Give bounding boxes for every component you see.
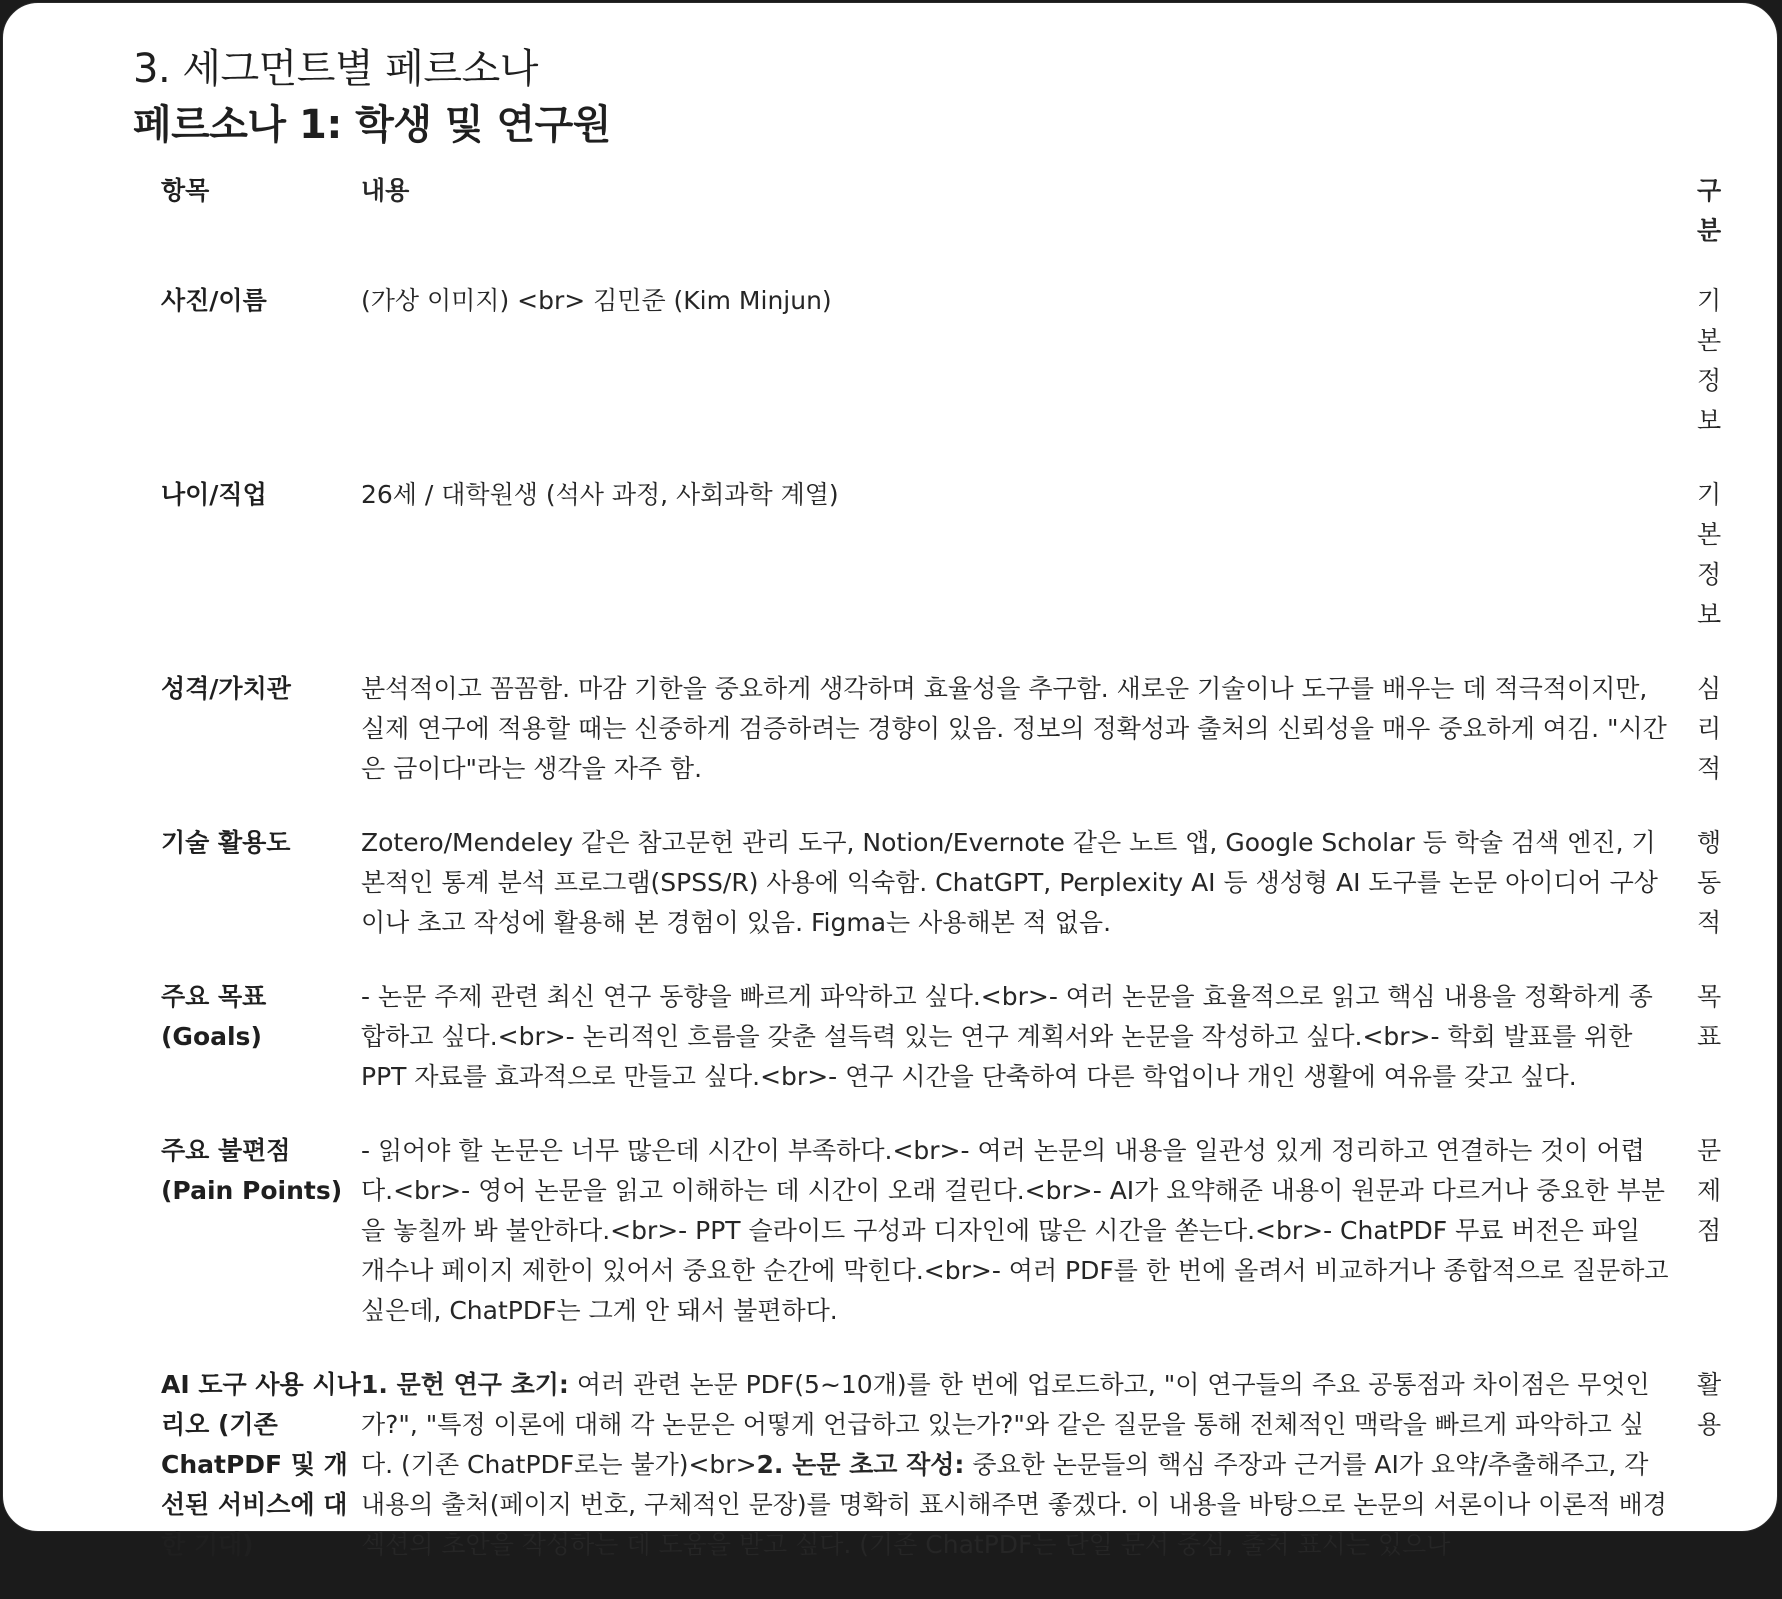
header-content: 내용: [361, 176, 410, 205]
row-item: AI 도구 사용 시나리오 (기존 ChatPDF 및 개선된 서비스에 대한 기대): [161, 1370, 361, 1559]
document-body: [133, 41, 1723, 1599]
row-category: [1697, 977, 1737, 1131]
scenario-step-1-text: 여러 관련 논문 PDF(5~10개)를 한 번에 업로드하고, "이 연구들의 주요 공통점과 차이점은 무엇인가?", "특정 이론에 대해 각 논문은 어떻게 언급하고 있는가?"와 같은 질문을 통해 전체적인 맥락을 빠르게 파악하고 싶다. (기존 ChatPDF로는 불가)<br>: [361, 1370, 1650, 1479]
row-content: 분석적이고 꼼꼼함. 마감 기한을 중요하게 생각하며 효율성을 추구함. 새로운 기술이나 도구를 배우는 데 적극적이지만, 실제 연구에 적용할 때는 신중하게 검증하려는 경향이 있음. 정보의 정확성과 출처의 신뢰성을 매우 중요하게 여김. "시간은 금이다"라는 생각을 자주 함.: [361, 674, 1667, 783]
row-category-text: 목표: [1697, 982, 1722, 1051]
row-content: Zotero/Mendeley 같은 참고문헌 관리 도구, Notion/Evernote 같은 노트 앱, Google Scholar 등 학술 검색 엔진, 기본적인 통계 분석 프로그램(SPSS/R) 사용에 익숙함. ChatGPT, Perplexity AI 등 생성형 AI 도구를 논문 아이디어 구상이나 초고 작성에 활용해 본 경험이 있음. Figma는 사용해본 적 없음.: [361, 828, 1658, 937]
table-header-row: [133, 171, 1737, 281]
table-row: [133, 1131, 1737, 1365]
row-category: [1697, 1365, 1737, 1599]
header-category: [1697, 171, 1737, 281]
row-category-text: 기본정보: [1697, 480, 1722, 629]
row-category-text: 활용: [1697, 1370, 1722, 1439]
row-category-text: 문제점: [1697, 1136, 1722, 1245]
table-row: [133, 281, 1737, 475]
row-item: 주요 불편점 (Pain Points): [161, 1136, 343, 1205]
row-content: 26세 / 대학원생 (석사 과정, 사회과학 계열): [361, 480, 839, 509]
row-item: 기술 활용도: [161, 828, 291, 857]
header-category-text: 구분: [1697, 176, 1722, 245]
persona-table: [133, 171, 1737, 1599]
document-frame: [2, 2, 1778, 1559]
row-content: - 읽어야 할 논문은 너무 많은데 시간이 부족하다.<br>- 여러 논문의 내용을 일관성 있게 정리하고 연결하는 것이 어렵다.<br>- 영어 논문을 읽고 이해하는 데 시간이 오래 걸린다.<br>- AI가 요약해준 내용이 원문과 다르거나 중요한 부분을 놓칠까 봐 불안하다.<br>- PPT 슬라이드 구성과 디자인에 많은 시간을 쏟는다.<br>- ChatPDF 무료 버전은 파일 개수나 페이지 제한이 있어서 중요한 순간에 막힌다.<br>- 여러 PDF를 한 번에 올려서 비교하거나 종합적으로 질문하고 싶은데, ChatPDF는 그게 안 돼서 불편하다.: [361, 1136, 1669, 1325]
row-category: [1697, 1131, 1737, 1365]
row-category-text: 기본정보: [1697, 286, 1722, 435]
row-item: 주요 목표 (Goals): [161, 982, 267, 1051]
scenario-step-2-label: 2. 논문 초고 작성:: [756, 1450, 965, 1479]
table-row: [133, 977, 1737, 1131]
row-item: 사진/이름: [161, 286, 267, 315]
row-category: [1697, 475, 1737, 669]
row-content: (가상 이미지) <br> 김민준 (Kim Minjun): [361, 286, 832, 315]
row-content: [361, 1365, 1697, 1599]
row-item: 성격/가치관: [161, 674, 291, 703]
table-row: [133, 475, 1737, 669]
row-category: [1697, 281, 1737, 475]
row-content: - 논문 주제 관련 최신 연구 동향을 빠르게 파악하고 싶다.<br>- 여러 논문을 효율적으로 읽고 핵심 내용을 정확하게 종합하고 싶다.<br>- 논리적인 흐름을 갖춘 설득력 있는 연구 계획서와 논문을 작성하고 싶다.<br>- 학회 발표를 위한 PPT 자료를 효과적으로 만들고 싶다.<br>- 연구 시간을 단축하여 다른 학업이나 개인 생활에 여유를 갖고 싶다.: [361, 982, 1653, 1091]
scenario-step-2-text: 중요한 논문들의 핵심 주장과 근거를 AI가 요약/추출해주고, 각 내용의 출처(페이지 번호, 구체적인 문장)를 명확히 표시해주면 좋겠다. 이 내용을 바탕으로 논문의 서론이나 이론적 배경 섹션의 초안을 작성하는 데 도움을 받고 싶다. (기존 ChatPDF는 단일 문서 중심, 출처 표시는 있으나: [361, 1450, 1667, 1559]
row-category: [1697, 669, 1737, 823]
row-category-text: 행동적: [1697, 828, 1722, 937]
table-row: [133, 1365, 1737, 1599]
table-row: [133, 669, 1737, 823]
persona-title: 페르소나 1: 학생 및 연구원: [133, 102, 611, 148]
table-row: [133, 823, 1737, 977]
scenario-step-1-label: 1. 문헌 연구 초기:: [361, 1370, 569, 1399]
section-title: 3. 세그먼트별 페르소나: [133, 46, 538, 92]
row-item: 나이/직업: [161, 480, 267, 509]
header-item: 항목: [161, 176, 210, 205]
row-category-text: 심리적: [1697, 674, 1722, 783]
row-category: [1697, 823, 1737, 977]
